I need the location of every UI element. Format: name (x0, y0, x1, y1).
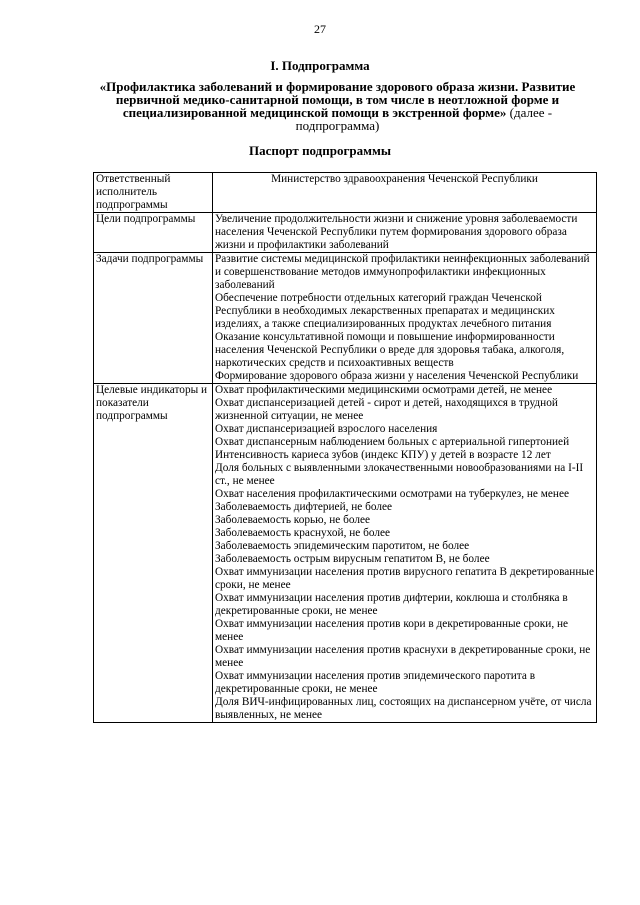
row-item: Охват иммунизации населения против вирусного гепатита В декретированные сроки, не менее (215, 566, 594, 591)
table-row (94, 213, 597, 253)
row-content (213, 384, 597, 723)
row-item: Оказание консультативной помощи и повышение информированности населения Чеченской Республики о вреде для здоровья табака, алкоголя, наркотических средств и психоактивных веществ (215, 331, 565, 369)
row-item: Заболеваемость краснухой, не более (215, 527, 391, 539)
row-item: Заболеваемость корью, не более (215, 514, 371, 526)
row-item: Охват иммунизации населения против дифтерии, коклюша и столбняка в декретированные сроки, не менее (215, 592, 568, 617)
section-title: I. Подпрограмма (270, 58, 370, 73)
row-item: Заболеваемость дифтерией, не более (215, 501, 393, 513)
row-item: Охват иммунизации населения против краснухи в декретированные сроки, не менее (215, 644, 591, 669)
row-item: Охват диспансерным наблюдением больных с артериальной гипертонией (215, 436, 570, 448)
row-item: Охват диспансеризацией взрослого населения (215, 423, 438, 435)
row-label: Ответственный исполнитель подпрограммы (94, 173, 213, 213)
page-number: 27 (314, 22, 326, 36)
row-item: Интенсивность кариеса зубов (индекс КПУ) у детей в возрасте 12 лет (215, 449, 551, 461)
row-content (213, 213, 597, 253)
row-label: Задачи подпрограммы (94, 253, 213, 384)
row-item: Охват профилактическими медицинскими осмотрами детей, не менее (215, 384, 553, 396)
row-item: Охват диспансеризацией детей - сирот и детей, находящихся в трудной жизненной ситуации, не менее (215, 397, 558, 422)
row-item: Заболеваемость эпидемическим паротитом, не более (215, 540, 470, 552)
row-label: Цели подпрограммы (94, 213, 213, 253)
row-item: Охват иммунизации населения против кори в декретированные сроки, не менее (215, 618, 569, 643)
row-item: Доля ВИЧ-инфицированных лиц, состоящих на диспансерном учёте, от числа выявленных, не менее (215, 696, 592, 721)
row-item: Формирование здорового образа жизни у населения Чеченской Республики (215, 370, 579, 382)
row-item: Доля больных с выявленными злокачественными новообразованиями на I-II ст., не менее (215, 462, 584, 487)
passport-table (93, 172, 597, 723)
row-item: Министерство здравоохранения Чеченской Республики (271, 173, 538, 185)
row-item: Охват иммунизации населения против эпидемического паротита в декретированные сроки, не менее (215, 670, 536, 695)
row-label: Целевые индикаторы и показатели подпрограммы (94, 384, 213, 723)
row-item: Увеличение продолжительности жизни и снижение уровня заболеваемости населения Чеченской Республики путем формирования здорового образа жизни и профилактики заболеваний (215, 213, 578, 251)
table-row (94, 173, 597, 213)
row-item: Охват населения профилактическими осмотрами на туберкулез, не менее (215, 488, 569, 500)
row-content (213, 173, 597, 213)
row-item: Обеспечение потребности отдельных категорий граждан Чеченской Республики в необходимых лекарственных препаратах и медицинских изделиях, а также специализированных продуктах лечебного питания (215, 292, 555, 330)
subprogram-name: «Профилактика заболеваний и формирование здорового образа жизни. Развитие первичной медико-санитарной помощи, в том числе в неотложной форме и специализированной медицинской помощи в экстренной форме» (99, 79, 576, 120)
row-item: Заболеваемость острым вирусным гепатитом В, не более (215, 553, 490, 565)
row-item: Развитие системы медицинской профилактики неинфекционных заболеваний и совершенствование методов иммунопрофилактики инфекционных заболеваний (215, 253, 590, 291)
subprogram-note: (далее - подпрограмма) (295, 105, 553, 133)
row-content (213, 253, 597, 384)
table-row (94, 253, 597, 384)
passport-title: Паспорт подпрограммы (249, 143, 391, 158)
subprogram-title (90, 80, 585, 132)
table-row (94, 384, 597, 723)
